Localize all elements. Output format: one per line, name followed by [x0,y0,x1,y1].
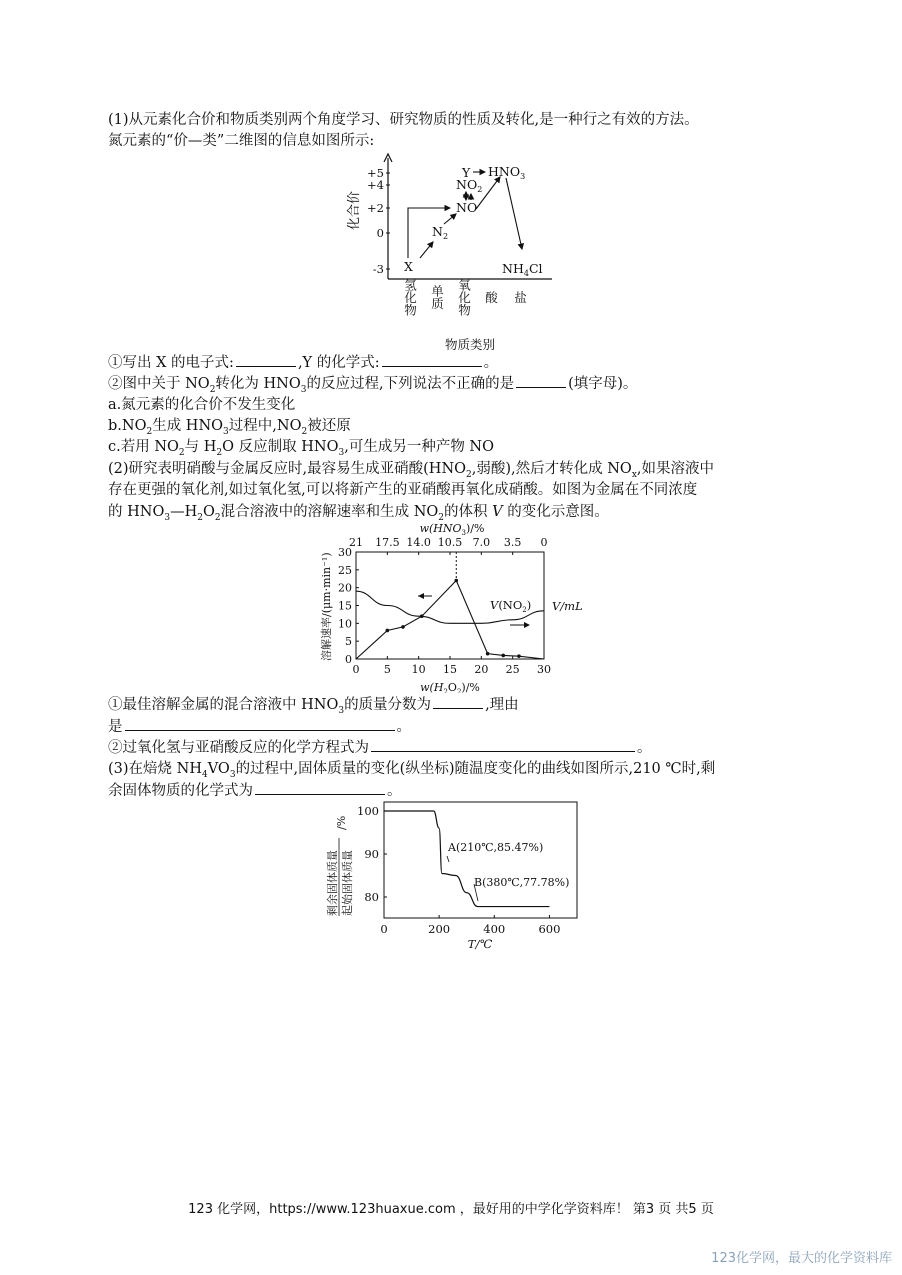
q3-text: (3)在焙烧 NH [108,761,202,777]
chart3-xtick: 400 [483,922,506,936]
mass-curve [384,811,549,907]
option-c-text: 与 H [184,439,217,455]
chart2-bottom-label: $w(H_2O_2)/\%$ [420,681,480,693]
chart3-ytick: 90 [364,847,379,861]
q1-sub1-prompt-y: ,Y 的化学式: [297,355,380,371]
chart2-ytick: 10 [338,617,352,631]
option-b-text: 过程中,NO [228,418,302,434]
q2-line2: 存在更强的氧化剂,如过氧化氢,可以将新产生的亚硝酸再氧化成硝酸。如图为金属在不同浓度 [108,482,698,498]
q3-text: 余固体物质的化学式为 [108,783,253,799]
q2-sub2-line [108,737,652,758]
chart2-top-tick: 0 [540,536,548,549]
chart1-xlabel: 物质类别 [444,337,496,352]
chart2-ytick: 0 [345,653,352,666]
chart3-ytick: 80 [364,890,379,904]
q3-text: VO [207,761,230,777]
chart3-ytick: 100 [357,804,379,818]
species-no: NO [456,200,478,215]
answer-blank-hno3-fraction[interactable] [433,694,483,709]
chart2-top-tick: 14.0 [406,536,431,549]
chart2-bottom-tick: 10 [411,663,426,676]
chart2-bottom-tick: 25 [505,663,520,676]
thermal-mass-chart [322,798,584,954]
q2-line1: (2)研究表明硝酸与金属反应时,最容易生成亚硝酸($HNO_2$,弱酸),然后才转化成 $NO_x$,如果溶液中 [108,461,715,480]
q2-text: ,如果溶液中 [636,461,715,477]
chart2-top-tick: 10.5 [437,536,463,549]
chart1-xcat-hydride: 氢化物 [402,278,418,316]
chart1-ytick: 0 [376,226,384,240]
chart2-ytick: 20 [338,581,352,595]
answer-blank-reason[interactable] [125,716,395,731]
q1-sub2-text: 转化为 HNO [215,376,301,392]
option-a: a.氮元素的化合价不发生变化 [108,397,296,413]
species-n2: $N_2$ [432,224,449,241]
chart2-bottom-tick: 0 [352,663,360,676]
q2-text: —H [170,504,198,520]
q2-sub1-line: ①最佳溶解金属的混合溶液中 $HNO_3$的质量分数为 ,理由 [108,694,519,715]
chart2-ylabel: 溶解速率/(μm·min⁻¹) [320,552,333,661]
chart2-top-tick: 17.5 [375,536,400,549]
q2-text: 混合溶液中的溶解速率和生成 NO [220,504,439,520]
watermark: 123化学网，最大的化学资料库 [711,1251,892,1266]
chart3-point-b: B(380℃,77.78%) [474,876,570,889]
q2-text: 的体积 [444,504,488,520]
q3-text: 。 [387,783,402,799]
answer-blank-x-electron-formula[interactable] [236,352,296,367]
species-x: X [404,259,413,274]
species-nh4cl: $NH_4Cl$ [502,261,543,278]
chart2-bottom-tick: 15 [443,663,457,676]
q3-line1: (3)在焙烧 $NH_4VO_3$的过程中,固体质量的变化(纵坐标)随温度变化的曲线如图所示,210 ℃时,剩 [108,761,716,780]
q2-text: 的变化示意图。 [507,504,609,520]
q2-sub1-text: ,理由 [485,697,519,713]
answer-blank-option-letter[interactable] [516,373,566,388]
q2-sub1-text: 是 [108,719,123,735]
dissolution-rate-chart [292,521,612,693]
rate-point [517,654,521,658]
chart2-ytick: 15 [338,599,352,613]
chart2-right-label: V/mL [552,599,583,613]
option-b-text: 生成 HNO [152,418,224,434]
chart2-top-tick: 7.0 [472,536,491,549]
chart2-bottom-tick: 30 [537,663,551,676]
q2-text: 的 HNO [108,504,165,520]
rate-point [401,625,405,629]
q1-sub1-prompt-x: ①写出 X 的电子式: [108,355,234,371]
chart2-top-tick: 3.5 [503,536,522,549]
q1-sub2-line: ②图中关于 $NO_2$转化为 $HNO_3$的反应过程,下列说法不正确的是 (填字母)。 [108,373,637,394]
chart3-xlabel: T/℃ [467,937,493,951]
species-hno3: $HNO_3$ [488,164,526,181]
chart3-xtick: 600 [538,922,561,936]
q1-sub1-end: 。 [483,355,499,371]
q2-line3: 的 $HNO_3—H_2O_2$混合溶液中的溶解速率和生成 $NO_2$的体积 V 的变化示意图。 [108,504,609,523]
chart1-xcat-element: 单质 [429,284,445,310]
chart2-ytick: 30 [338,546,352,559]
q2-sub1-text: ①最佳溶解金属的混合溶液中 HNO [108,697,339,713]
chart1-xcat-salt: 盐 [512,290,528,304]
q1-sub2-text: (填字母)。 [568,376,638,392]
q1-sub2-text: ②图中关于 NO [108,376,210,392]
chart1-xcat-oxide: 氧化物 [456,278,472,316]
option-c: c.若用 $NO_2$与 $H_2O$ 反应制取 $HNO_3$,可生成另一种产物 NO [108,439,495,458]
chart2-bottom-tick: 5 [383,663,391,676]
option-b: $b.NO_2$生成 $HNO_3$过程中$,NO_2$被还原 [108,418,351,437]
q2-sub2-text: ②过氧化氢与亚硝酸反应的化学方程式为 [108,740,369,756]
chart2-top-tick: 21 [349,536,363,549]
q1-sub2-text: 的反应过程,下列说法不正确的是 [306,376,515,392]
q2-sub1-text: 。 [396,719,411,735]
chart3-ylabel-denominator: 起始固体质量 [341,850,354,916]
chart2-top-axis-label: $w(HNO_3)/\%$ [419,522,485,537]
q2-text: (2)研究表明硝酸与金属反应时,最容易生成亚硝酸(HNO [108,461,467,477]
q1-intro-line2: 氮元素的“价—类”二维图的信息如图所示: [108,133,375,149]
chart1-ylabel: 化合价 [347,190,362,230]
q2-text: ,弱酸),然后才转化成 NO [471,461,632,477]
rate-point [486,652,490,656]
chart3-ylabel-numerator: 剩余固体质量 [326,850,339,916]
answer-blank-equation[interactable] [371,737,635,752]
chart2-ytick: 5 [345,635,352,649]
chart3-ylabel-unit: /% [335,815,348,830]
page-footer: 123 化学网，https://www.123huaxue.com ，最好用的中学化学资料库！ 第3 页 共5 页 [188,1202,714,1217]
q2-sub1-text: 的质量分数为 [344,697,432,713]
q1-sub1-line [108,352,498,373]
q2-sub1-reason-line [108,716,411,737]
q3-text: 的过程中,固体质量的变化(纵坐标)随温度变化的曲线如图所示,210 ℃时,剩 [235,761,716,777]
answer-blank-residue-formula[interactable] [255,780,385,795]
chart3-xtick: 0 [380,922,388,936]
chart3-point-a: A(210℃,85.47%) [448,841,544,854]
chart1-ytick: +5 [367,166,384,180]
nitrogen-valence-class-diagram [340,152,570,352]
answer-blank-y-formula[interactable] [382,352,482,367]
q1-intro-line1: (1)从元素化合价和物质类别两个角度学习、研究物质的性质及转化,是一种行之有效的方法。 [108,112,699,128]
rate-point [420,614,424,618]
chart2-ytick: 25 [338,563,352,577]
rate-point [501,654,505,658]
species-no2: $NO_2$ [456,177,483,194]
option-c-text: ,可生成另一种产物 NO [344,439,495,455]
option-c-text: c.若用 NO [108,439,179,455]
chart3-xtick: 200 [428,922,451,936]
option-b-text: 被还原 [307,418,351,434]
q2-sub2-text: 。 [637,740,652,756]
species-y: Y [462,165,471,180]
chart1-xcat-acid: 酸 [483,290,499,304]
chart2-bottom-tick: 20 [474,663,489,676]
chart1-ytick: +2 [367,201,384,215]
q2-text: O [202,504,215,520]
chart1-ytick: +4 [367,178,384,192]
option-b-text: b.NO [108,418,147,434]
chart1-ytick: -3 [372,262,384,276]
rate-point [386,629,390,633]
option-c-text: O 反应制取 HNO [222,439,339,455]
chart2-curve-label: $V(NO_2)$ [490,598,532,614]
